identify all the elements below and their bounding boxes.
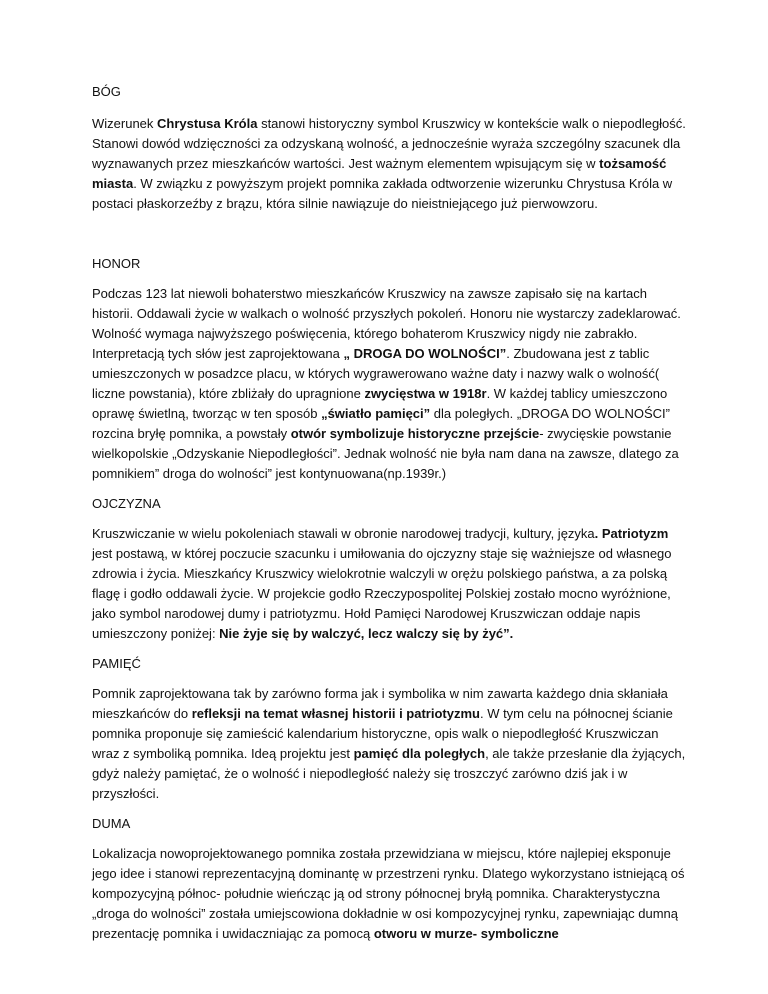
bold-text-run: otworu w murze- symboliczne	[373, 926, 559, 941]
section-honor	[92, 254, 688, 484]
section-duma	[92, 814, 688, 944]
section-paragraph	[92, 114, 688, 214]
document-body	[92, 82, 688, 944]
bold-text-run: „światło pamięci”	[321, 406, 431, 421]
text-run: Lokalizacja nowoprojektowanego pomnika została przewidziana w miejscu, które najlepiej eksponuje jego idee i stanowi reprezentacyjną dominantę w przestrzeni rynku. Dlatego wykorzystano istniejącą oś kompozycyjną północ- południe wieńcząc ją od strony północnej bryłą pomnika. Charakterystyczna „droga do wolności” została umiejscowiona dokładnie w osi kompozycyjnej rynku, zapewniając dumną prezentację pomnika i uwidaczniając za pomocą	[92, 846, 685, 941]
text-run: dla poległych. „DROGA DO WOLNOŚCI” rozcina bryłę pomnika, a powstały	[92, 406, 670, 441]
section-heading: OJCZYZNA	[92, 496, 161, 511]
bold-text-run: Nie żyje się by walczyć, lecz walczy się by żyć”.	[219, 626, 514, 641]
text-run: , ale także przesłanie dla żyjących, gdyż należy pamiętać, że o wolność i niepodległość należy się troszczyć zarówno dziś jak i w przyszłości.	[92, 746, 686, 801]
text-run: Podczas 123 lat niewoli bohaterstwo mieszkańców Kruszwicy na zawsze zapisało się na kartach historii. Oddawali życie w walkach o wolność przyszłych pokoleń. Honoru nie wystarczy zadeklarować. Wolność wymaga najwyższego poświęcenia, którego bohaterom Kruszwicy nigdy nie zabrakło. Interpretacją tych słów jest zaprojektowana	[92, 286, 681, 361]
section-paragraph	[92, 844, 688, 944]
section-paragraph	[92, 284, 688, 484]
section-heading: PAMIĘĆ	[92, 656, 141, 671]
bold-text-run: „ DROGA DO WOLNOŚCI”	[343, 346, 507, 361]
text-run: . W związku z powyższym projekt pomnika zakłada odtworzenie wizerunku Chrystusa Króla w postaci płaskorzeźby z brązu, która silnie nawiązuje do nieistniejącego już pierwowzoru.	[92, 176, 673, 211]
text-run: . W każdej tablicy umieszczono oprawę świetlną, tworząc w ten sposób	[92, 386, 668, 421]
bold-text-run: zwycięstwa w 1918r	[364, 386, 487, 401]
text-run: Pomnik zaprojektowana tak by zarówno forma jak i symbolika w nim zawarta każdego dnia skłaniała mieszkańców do	[92, 686, 668, 721]
text-run: stanowi historyczny symbol Kruszwicy w kontekście walk o niepodległość. Stanowi dowód wdzięczności za odzyskaną wolność, a jednocześnie wyraża szczególny szacunek dla wyznawanych przez mieszkańców wartości. Jest ważnym elementem wpisującym się w	[92, 116, 686, 171]
bold-text-run: otwór symbolizuje historyczne przejście	[290, 426, 540, 441]
section-heading: DUMA	[92, 816, 131, 831]
section-pamiec	[92, 654, 688, 804]
bold-text-run: pamięć dla poległych	[353, 746, 486, 761]
bold-text-run: . Patriotyzm	[594, 526, 669, 541]
section-paragraph	[92, 524, 688, 644]
text-run: Kruszwiczanie w wielu pokoleniach stawali w obronie narodowej tradycji, kultury, języka	[92, 526, 595, 541]
text-run: . W tym celu na północnej ścianie pomnika proponuje się zamieścić kalendarium historyczne, opis walk o niepodległość Kruszwiczan wraz z symboliką pomnika. Ideą projektu jest	[92, 706, 673, 761]
bold-text-run: refleksji na temat własnej historii i patriotyzmu	[191, 706, 480, 721]
bold-text-run: Chrystusa Króla	[157, 116, 258, 131]
section-heading: HONOR	[92, 256, 141, 271]
text-run: . Zbudowana jest z tablic umieszczonych w posadzce placu, w których wygrawerowano ważne daty i nazwy walk o wolność( liczne powstania), które zbliżały do upragnione	[92, 346, 660, 401]
text-run: - zwycięskie powstanie wielkopolskie „Odzyskanie Niepodległości”. Jednak wolność nie była nam dana na zawsze, dlatego za pomnikiem” droga do wolności” jest kontynuowana(np.1939r.)	[92, 426, 679, 481]
text-run: Wizerunek	[92, 116, 158, 131]
section-paragraph	[92, 684, 688, 804]
section-bog	[92, 82, 688, 214]
section-ojczyzna	[92, 494, 688, 644]
bold-text-run: tożsamość miasta	[92, 156, 667, 191]
section-heading: BÓG	[92, 84, 121, 99]
text-run: jest postawą, w której poczucie szacunku i umiłowania do ojczyzny staje się ważniejsze od własnego zdrowia i życia. Mieszkańcy Kruszwicy wielokrotnie walczyli w orężu polskiego państwa, a za polską flagę i godło oddawali życie. W projekcie godło Rzeczypospolitej Polskiej zostało mocno wyróżnione, jako symbol narodowej dumy i patriotyzmu. Hołd Pamięci Narodowej Kruszwiczan oddaje napis umieszczony poniżej:	[92, 546, 672, 641]
